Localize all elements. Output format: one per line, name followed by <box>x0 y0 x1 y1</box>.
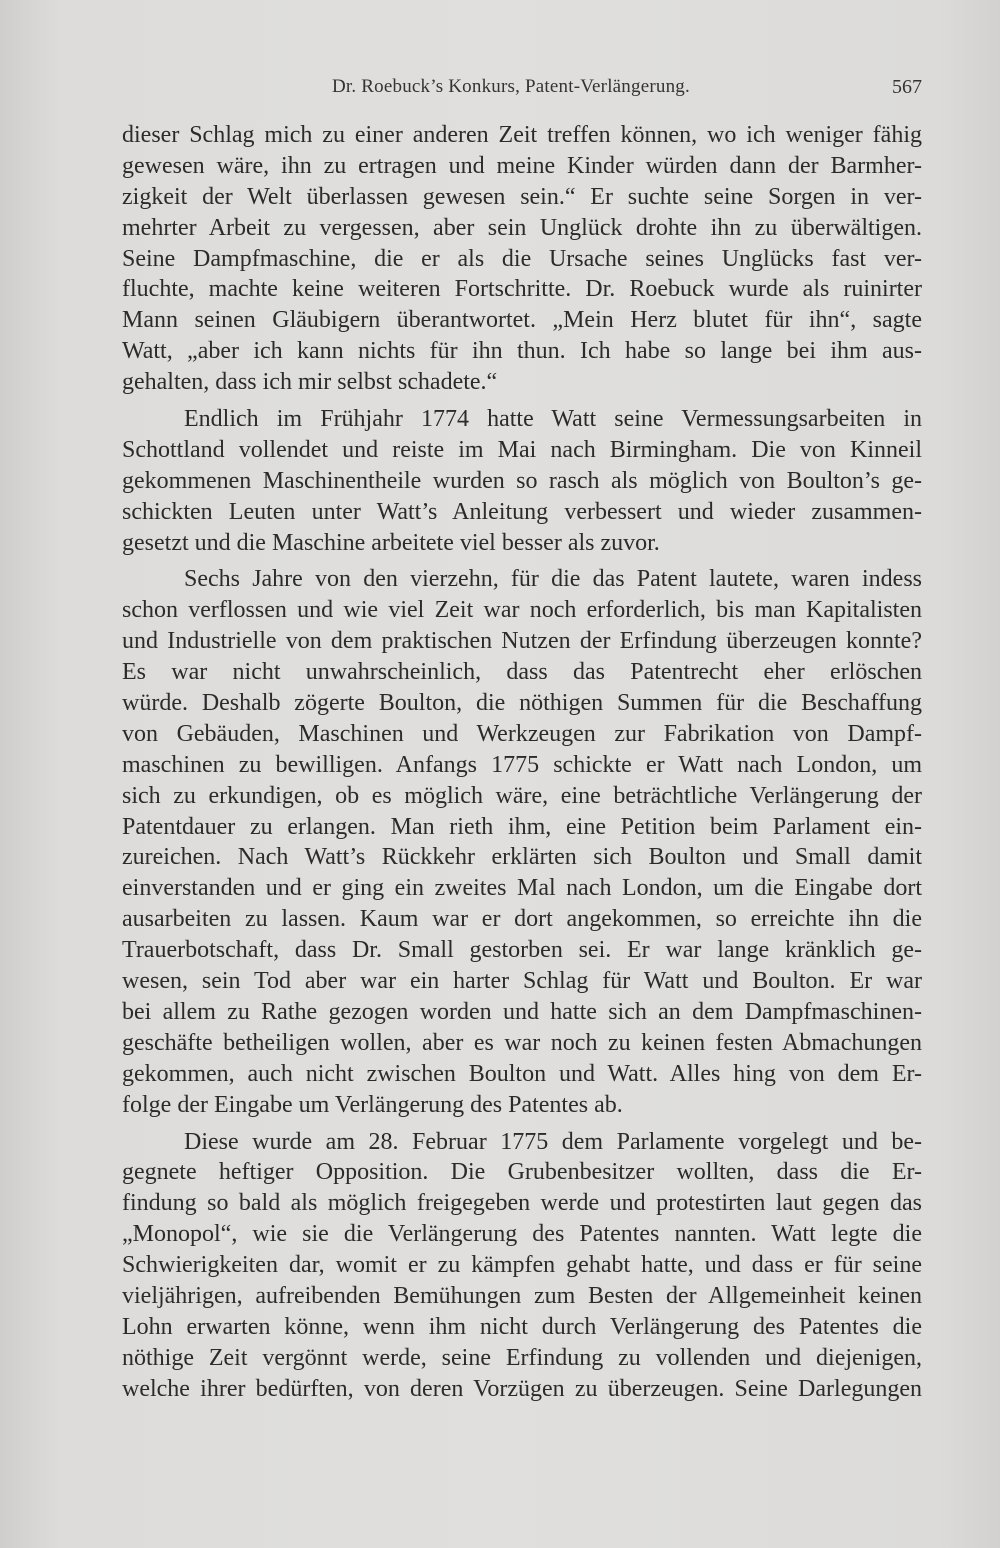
text-line: geschäfte betheiligen wollen, aber es war noch zu keinen festen Abmachungen <box>122 1029 922 1056</box>
text-line: und Industrielle von dem praktischen Nutzen der Erfindung überzeugen konnte? <box>122 628 922 655</box>
paragraph <box>122 120 922 398</box>
text-line: ausarbeiten zu lassen. Kaum war er dort angekommen, so erreichte ihn die <box>122 906 922 933</box>
text-line: Watt, „aber ich kann nichts für ihn thun. Ich habe so lange bei ihm aus- <box>122 338 922 365</box>
text-line: dieser Schlag mich zu einer anderen Zeit treffen können, wo ich weniger fähig <box>122 122 922 148</box>
text-line: gesetzt und die Maschine arbeitete viel besser als zuvor. <box>122 529 660 556</box>
text-line: fluchte, machte keine weiteren Fortschritte. Dr. Roebuck wurde als ruinirter <box>122 276 922 303</box>
text-line: einverstanden und er ging ein zweites Mal nach London, um die Eingabe dort <box>122 875 922 902</box>
text-line: Sechs Jahre von den vierzehn, für die das Patent lautete, waren indess <box>184 566 922 593</box>
paragraph <box>122 564 922 1120</box>
text-line: würde. Deshalb zögerte Boulton, die nöthigen Summen für die Beschaffung <box>122 690 922 717</box>
text-line: Schottland vollendet und reiste im Mai nach Birmingham. Die von Kinneil <box>122 436 922 463</box>
text-line: von Gebäuden, Maschinen und Werkzeugen zur Fabrikation von Dampf- <box>122 720 922 747</box>
text-line: welche ihrer bedürften, von deren Vorzügen zu überzeugen. Seine Darlegungen <box>122 1375 922 1402</box>
text-line: Mann seinen Gläubigern überantwortet. „Mein Herz blutet für ihn“, sagte <box>122 307 922 334</box>
text-line: findung so bald als möglich freigegeben werde und protestirten laut gegen das <box>122 1190 922 1217</box>
text-line: vieljährigen, aufreibenden Bemühungen zum Besten der Allgemeinheit keinen <box>122 1282 922 1309</box>
text-line: mehrter Arbeit zu vergessen, aber sein Unglück drohte ihn zu überwältigen. <box>122 214 922 241</box>
text-line: Seine Dampfmaschine, die er als die Ursache seines Unglücks fast ver- <box>122 245 922 272</box>
text-line: nöthige Zeit vergönnt werde, seine Erfindung zu vollenden und diejenigen, <box>122 1344 922 1371</box>
page-header <box>122 76 922 106</box>
text-line: Patentdauer zu erlangen. Man rieth ihm, eine Petition beim Parlament ein- <box>122 813 922 840</box>
text-line: Trauerbotschaft, dass Dr. Small gestorben sei. Er war lange kränklich ge- <box>122 937 922 964</box>
page-number: 567 <box>892 76 922 98</box>
text-line: Es war nicht unwahrscheinlich, dass das Patentrecht eher erlöschen <box>122 659 922 686</box>
text-line: schon verflossen und wie viel Zeit war noch erforderlich, bis man Kapitalisten <box>122 597 922 624</box>
text-line: gekommen, auch nicht zwischen Boulton und Watt. Alles hing von dem Er- <box>122 1060 922 1087</box>
text-line: gekommenen Maschinentheile wurden so rasch als möglich von Boulton’s ge- <box>122 467 922 494</box>
text-line: zureichen. Nach Watt’s Rückkehr erklärten sich Boulton und Small damit <box>122 844 922 871</box>
text-line: Schwierigkeiten dar, womit er zu kämpfen gehabt hatte, und dass er für seine <box>122 1252 922 1279</box>
text-line: Lohn erwarten könne, wenn ihm nicht durch Verlängerung des Patentes die <box>122 1313 922 1340</box>
paragraph <box>122 404 922 558</box>
text-line: folge der Eingabe um Verlängerung des Patentes ab. <box>122 1091 623 1118</box>
paragraph <box>122 1127 922 1405</box>
running-title: Dr. Roebuck’s Konkurs, Patent-Verlängerung. <box>332 76 690 97</box>
text-line: bei allem zu Rathe gezogen worden und hatte sich an dem Dampfmaschinen- <box>122 998 922 1025</box>
text-line: gewesen wäre, ihn zu ertragen und meine Kinder würden dann der Barmher- <box>122 152 922 179</box>
text-line: gegnete heftiger Opposition. Die Grubenbesitzer wollten, dass die Er- <box>122 1159 922 1186</box>
text-line: „Monopol“, wie sie die Verlängerung des Patentes nannten. Watt legte die <box>122 1221 922 1248</box>
text-line: sich zu erkundigen, ob es möglich wäre, eine beträchtliche Verlängerung der <box>122 782 922 809</box>
body-text <box>122 120 922 1405</box>
text-line: schickten Leuten unter Watt’s Anleitung verbessert und wieder zusammen- <box>122 498 922 525</box>
text-line: Endlich im Frühjahr 1774 hatte Watt seine Vermessungsarbeiten in <box>184 406 922 433</box>
text-line: maschinen zu bewilligen. Anfangs 1775 schickte er Watt nach London, um <box>122 751 922 778</box>
text-line: gehalten, dass ich mir selbst schadete.“ <box>122 369 498 396</box>
text-line: Diese wurde am 28. Februar 1775 dem Parlamente vorgelegt und be- <box>184 1128 922 1155</box>
text-line: wesen, sein Tod aber war ein harter Schlag für Watt und Boulton. Er war <box>122 968 922 995</box>
text-line: zigkeit der Welt überlassen gewesen sein.“ Er suchte seine Sorgen in ver- <box>122 183 922 210</box>
